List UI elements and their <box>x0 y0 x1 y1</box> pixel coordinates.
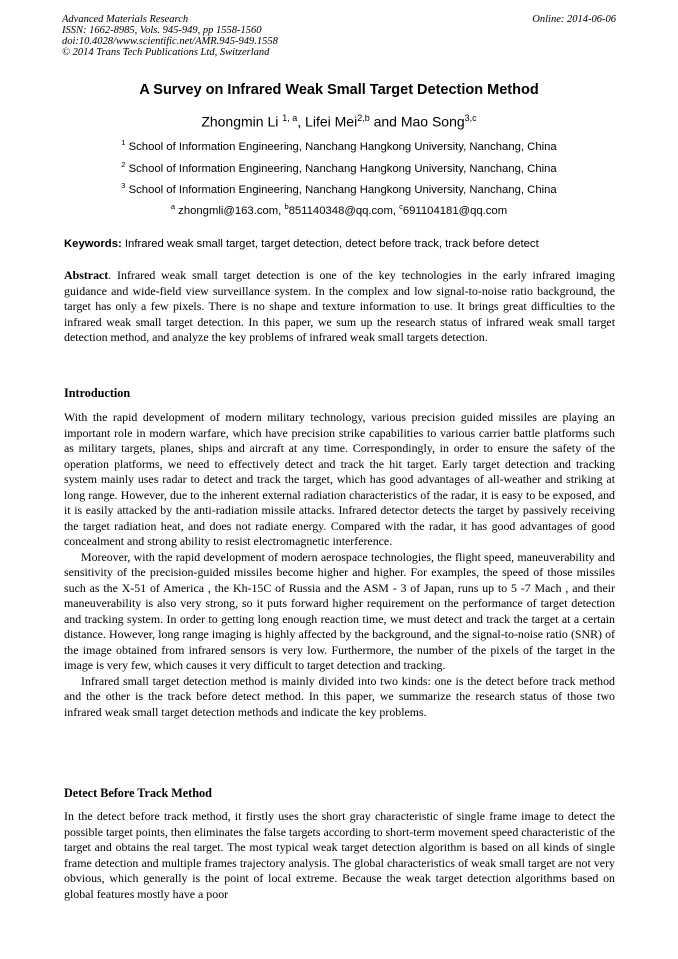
paper-title: A Survey on Infrared Weak Small Target Detection Method <box>139 82 539 98</box>
keywords-label: Keywords: <box>64 238 122 250</box>
dbt-body <box>64 809 615 902</box>
running-header <box>62 14 278 58</box>
dbt-paragraph-1: In the detect before track method, it firstly uses the short gray characteristic of single frame image to detect the possible target points, then eliminates the false targets according to short-term movement speed characteristic of the target and obtains the real target. The most typical weak target detection algorithm is based on all kinds of single frame detection and multiple frames trajectory analysis. The global characteristics of weak small target are not very obvious, which generally is the point of local extreme. Because the weak target detection algorithms based on global features mostly have a poor <box>64 809 615 901</box>
author-1: Zhongmin Li <box>201 113 283 130</box>
affiliation-1: $^1$ School of Information Engineering, Nanchang Hangkong University, Nanchang, China <box>121 138 557 153</box>
abstract-text: . Infrared weak small target detection is one of the key technologies in the early infrared imaging guidance and wide-field view surveillance system. In the complex and low signal-to-noise ratio background, the target has only a few pixels. There is no shape and texture information to use. It brings great difficulties to the infrared weak small target detection. In this paper, we sum up the research status of infrared weak small target detection method, and analyze the key problems of infrared weak small targets detection. <box>64 268 615 344</box>
email-list: $^a$ zhongmli@163.com, $^b$851140348@qq.com, $^c$691104181@qq.com <box>170 202 508 217</box>
dbt-heading: Detect Before Track Method <box>64 786 212 800</box>
email-a: zhongmli@163.com, <box>175 204 285 217</box>
affiliation-2: $^2$ School of Information Engineering, Nanchang Hangkong University, Nanchang, China <box>121 160 557 175</box>
author-2: , Lifei Mei <box>297 113 358 130</box>
introduction-heading: Introduction <box>64 386 131 400</box>
intro-paragraph-1: With the rapid development of modern military technology, various precision guided missiles are playing an important role in modern warfare, which have precision strike capabilities to various carrier battle platforms such as military targets, planes, ships and aircraft at any time. Correspondingly, in order to ensure the safety of the operation platforms, we need to effectively detect and track the hit target. Early target detection and tracking system mainly uses radar to detect and track the target, which has good advantages of all-weather and striking at long range. However, due to the inherent external radiation characteristics of the radar, it is easy to be exposed, and it is easily attacked by the anti-radiation missile attacks. Infrared detector detects the target by passively receiving the target radiation heat, and does not radiate energy. Compared with the radar, it has good advantages of good concealment and strong ability to resist electromagnetic interference. <box>64 410 615 548</box>
abstract-label: Abstract <box>64 268 109 282</box>
keywords <box>64 238 624 250</box>
abstract <box>64 268 615 346</box>
intro-paragraph-3: Infrared small target detection method is mainly divided into two kinds: one is the detect before track method and the other is the track before detect method. In this paper, we summarize the research status of those two infrared weak small target detection methods and indicate the key problems. <box>64 673 615 719</box>
doi-line: doi:10.4028/www.scientific.net/AMR.945-949.1558 <box>62 36 278 47</box>
affiliation-3: $^3$ School of Information Engineering, Nanchang Hangkong University, Nanchang, China <box>121 181 557 196</box>
author-3: and Mao Song <box>369 113 465 130</box>
intro-paragraph-2: Moreover, with the rapid development of modern aerospace technologies, the flight speed, maneuverability and sensitivity of the precision-guided missiles become higher and higher. For examples, the speed of those missiles such as the X-51 of America , the Kh-15C of Russia and the ASM - 3 of Japan, runs up to 5 -7 Mach , and their maneuverability is also very strong, so it puts forward higher requirement on the performance of target detection and tracking system. In order to getting long enough reaction time, we must detect and track the target at a certain distance. However, long range imaging is highly affected by the background, and the signal-to-noise ratio (SNR) of the image obtained from infrared sensors is very low. Furthermore, the number of the pixels of the target in the image is very few, which causes it very difficult to target detection and tracking. <box>64 549 615 672</box>
email-c: 691104181@qq.com <box>402 204 508 217</box>
author-list <box>0 113 678 130</box>
copyright-line: © 2014 Trans Tech Publications Ltd, Switzerland <box>62 47 270 58</box>
author-1-sup: 1, a <box>282 113 298 123</box>
keywords-text: Infrared weak small target, target detection, detect before track, track before detect <box>121 238 539 250</box>
author-3-sup: 3,c <box>464 113 477 123</box>
introduction-body <box>64 410 615 720</box>
journal-name: Advanced Materials Research <box>62 14 189 25</box>
online-date: Online: 2014-06-06 <box>532 14 616 25</box>
issn-line: ISSN: 1662-8985, Vols. 945-949, pp 1558-1560 <box>62 25 262 36</box>
author-2-sup: 2,b <box>357 113 370 123</box>
email-b: 851140348@qq.com, <box>288 204 400 217</box>
